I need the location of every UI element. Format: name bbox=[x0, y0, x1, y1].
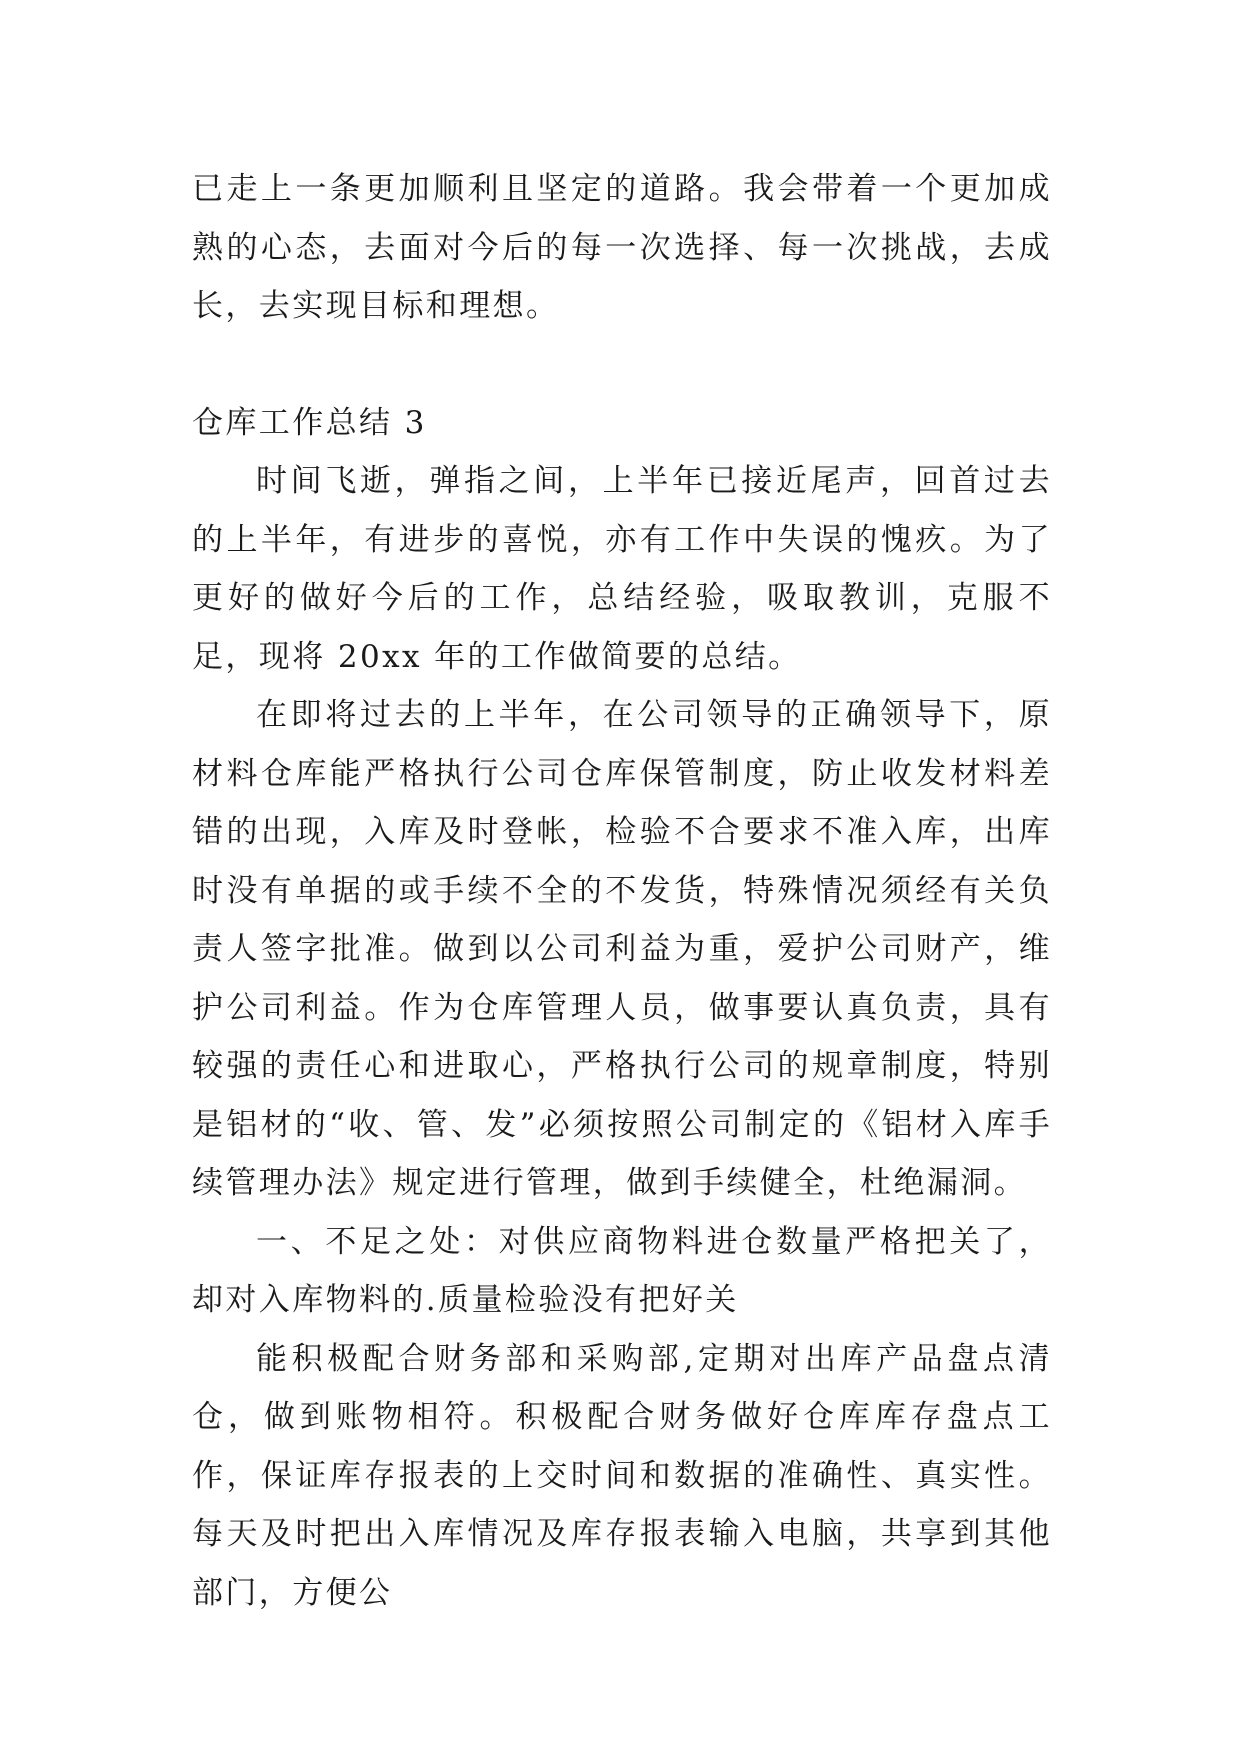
document-body bbox=[192, 160, 1052, 1622]
section-title: 仓库工作总结 3 bbox=[192, 404, 427, 441]
paragraph-management: 在即将过去的上半年，在公司领导的正确领导下，原材料仓库能严格执行公司仓库保管制度，防止收发材料差错的出现，入库及时登帐，检验不合要求不准入库，出库时没有单据的或手续不全的不发货，特殊情况须经有关负责人签字批准。做到以公司利益为重，爱护公司财产，维护公司利益。作为仓库管理人员，做事要认真负责，具有较强的责任心和进取心，严格执行公司的规章制度，特别是铝材的“收、管、发”必须按照公司制定的《铝材入库手续管理办法》规定进行管理，做到手续健全，杜绝漏洞。 bbox=[192, 697, 1052, 1201]
paragraph-intro: 时间飞逝，弹指之间，上半年已接近尾声，回首过去的上半年，有进步的喜悦，亦有工作中失误的愧疚。为了更好的做好今后的工作，总结经验，吸取教训，克服不足，现将 20xx 年的工作做简要的总结。 bbox=[192, 463, 1052, 675]
paragraph-inventory: 能积极配合财务部和采购部,定期对出库产品盘点清仓，做到账物相符。积极配合财务做好仓库库存盘点工作，保证库存报表的上交时间和数据的准确性、真实性。每天及时把出入库情况及库存报表输入电脑，共享到其他部门，方便公 bbox=[192, 1340, 1052, 1611]
paragraph-shortcomings: 一、不足之处：对供应商物料进仓数量严格把关了，却对入库物料的.质量检验没有把好关 bbox=[192, 1223, 1052, 1318]
continuation-paragraph: 已走上一条更加顺利且坚定的道路。我会带着一个更加成熟的心态，去面对今后的每一次选择、每一次挑战，去成长，去实现目标和理想。 bbox=[192, 171, 1052, 324]
